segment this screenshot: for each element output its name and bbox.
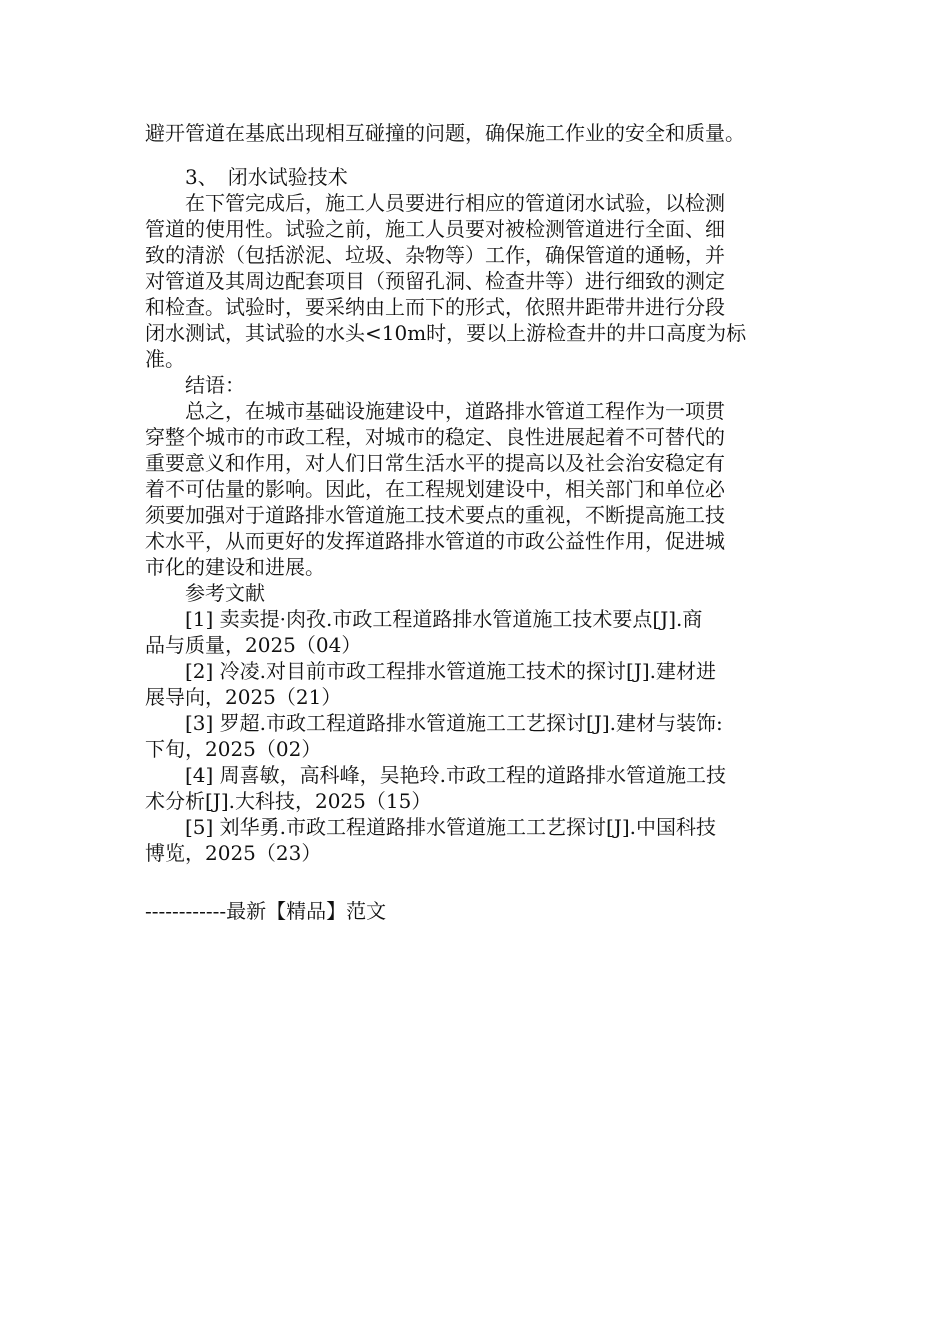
body-line: 管道的使用性。试验之前，施工人员要对被检测管道进行全面、细 — [145, 217, 725, 241]
reference-line: [1] 卖卖提·肉孜.市政工程道路排水管道施工技术要点[J].商 — [145, 607, 703, 631]
body-line: 闭水测试，其试验的水头<10m时，要以上游检查井的井口高度为标 — [145, 321, 747, 345]
reference-line: 展导向，2025（21） — [145, 685, 342, 709]
reference-line: [3] 罗超.市政工程道路排水管道施工工艺探讨[J].建材与装饰: — [145, 711, 723, 735]
reference-line: [5] 刘华勇.市政工程道路排水管道施工工艺探讨[J].中国科技 — [145, 815, 717, 839]
body-line: 须要加强对于道路排水管道施工技术要点的重视，不断提高施工技 — [145, 503, 725, 527]
body-line: 对管道及其周边配套项目（预留孔洞、检查井等）进行细致的测定 — [145, 269, 725, 293]
reference-line: 品与质量，2025（04） — [145, 633, 362, 657]
page-footer: ------------最新【精品】范文 — [145, 899, 387, 923]
reference-line: [2] 冷凌.对目前市政工程排水管道施工技术的探讨[J].建材进 — [145, 659, 717, 683]
body-line: 市化的建设和进展。 — [145, 555, 325, 579]
body-line: 准。 — [145, 347, 185, 371]
body-line: 致的清淤（包括淤泥、垃圾、杂物等）工作，确保管道的通畅，并 — [145, 243, 725, 267]
section-heading: 3、 闭水试验技术 — [145, 165, 348, 189]
reference-line: 博览，2025（23） — [145, 841, 322, 865]
document-body — [145, 120, 805, 866]
body-line: 穿整个城市的市政工程，对城市的稳定、良性进展起着不可替代的 — [145, 425, 725, 449]
body-line: 总之，在城市基础设施建设中，道路排水管道工程作为一项贯 — [145, 399, 725, 423]
reference-line: 下旬，2025（02） — [145, 737, 322, 761]
body-line: 着不可估量的影响。因此，在工程规划建设中，相关部门和单位必 — [145, 477, 725, 501]
paragraph-gap — [145, 146, 805, 164]
continuation-line: 避开管道在基底出现相互碰撞的问题，确保施工作业的安全和质量。 — [145, 121, 745, 145]
body-line: 术水平，从而更好的发挥道路排水管道的市政公益性作用，促进城 — [145, 529, 725, 553]
conclusion-heading: 结语： — [145, 373, 245, 397]
references-heading: 参考文献 — [145, 581, 265, 605]
reference-line: 术分析[J].大科技，2025（15） — [145, 789, 432, 813]
body-line: 重要意义和作用，对人们日常生活水平的提高以及社会治安稳定有 — [145, 451, 725, 475]
body-line: 和检查。试验时，要采纳由上而下的形式，依照井距带井进行分段 — [145, 295, 725, 319]
body-line: 在下管完成后，施工人员要进行相应的管道闭水试验，以检测 — [145, 191, 725, 215]
reference-line: [4] 周喜敏，高科峰，吴艳玲.市政工程的道路排水管道施工技 — [145, 763, 727, 787]
